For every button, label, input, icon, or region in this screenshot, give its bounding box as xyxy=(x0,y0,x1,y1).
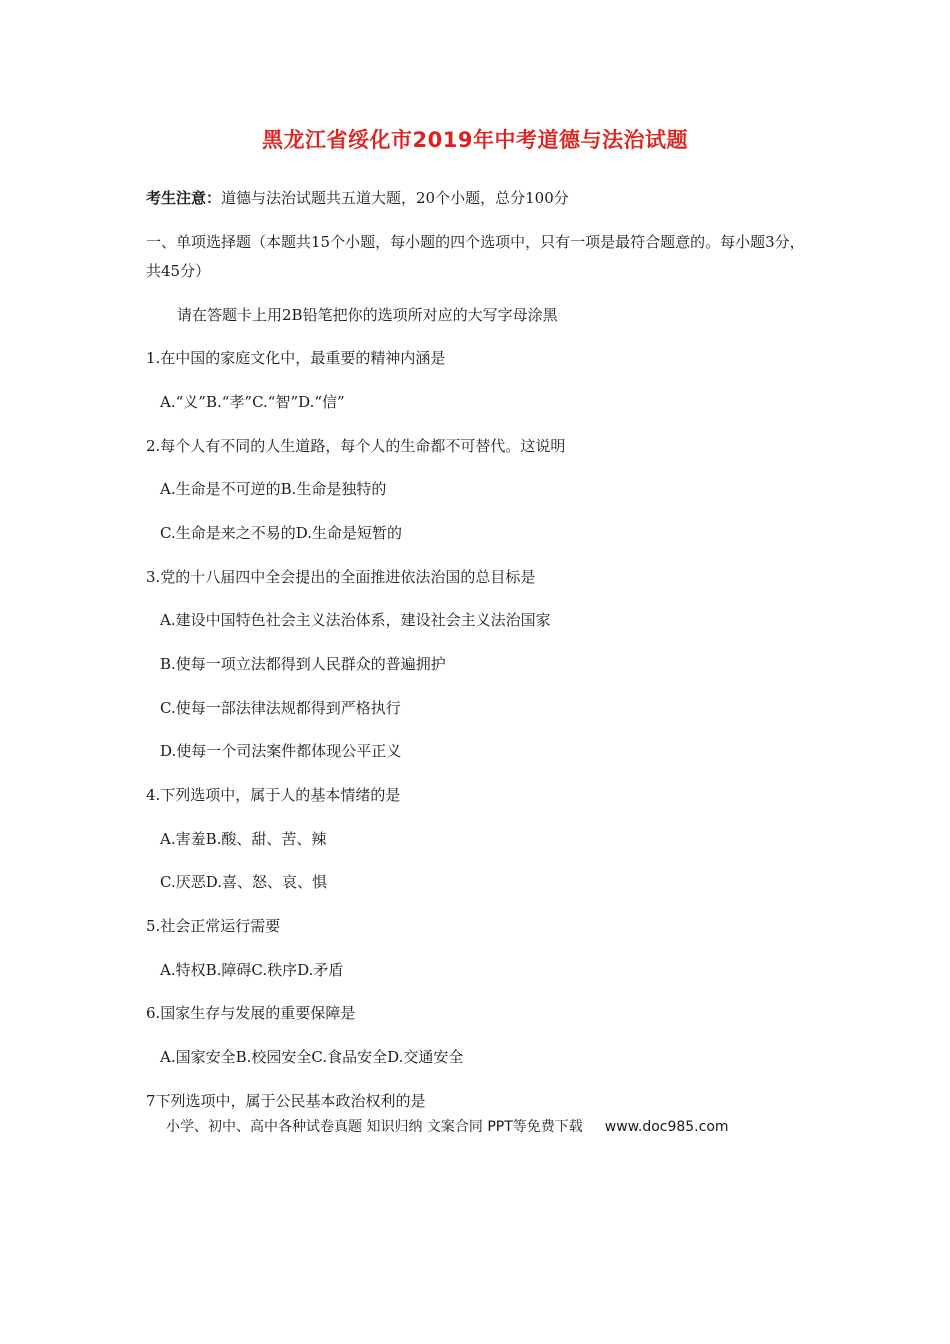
question-options: C.生命是来之不易的D.生命是短暂的 xyxy=(160,524,402,542)
question-stem: 4.下列选项中，属于人的基本情绪的是 xyxy=(146,786,401,804)
question-options: B.使每一项立法都得到人民群众的普遍拥护 xyxy=(160,655,446,673)
notice-line xyxy=(146,187,569,209)
question-options: A.害羞B.酸、甜、苦、辣 xyxy=(160,830,327,848)
footer-link[interactable]: www.doc985.com xyxy=(604,1119,729,1135)
footer-text: 小学、初中、高中各种试卷真题 知识归纳 文案合同 PPT等免费下载 xyxy=(166,1119,583,1135)
question-options: A.国家安全B.校园安全C.食品安全D.交通安全 xyxy=(160,1048,464,1066)
question-stem: 2.每个人有不同的人生道路，每个人的生命都不可替代。这说明 xyxy=(146,437,566,455)
notice-label: 考生注意： xyxy=(146,189,222,207)
question-options: A.“义”B.“孝”C.“智”D.“信” xyxy=(160,393,345,411)
question-options: C.使每一部法律法规都得到严格执行 xyxy=(160,699,401,717)
question-options: A.特权B.障碍C.秩序D.矛盾 xyxy=(160,961,344,979)
question-stem: 5.社会正常运行需要 xyxy=(146,917,281,935)
question-options: D.使每一个司法案件都体现公平正义 xyxy=(160,742,402,760)
question-stem: 6.国家生存与发展的重要保障是 xyxy=(146,1004,356,1022)
question-options: A.建设中国特色社会主义法治体系，建设社会主义法治国家 xyxy=(160,611,551,629)
question-options: C.厌恶D.喜、怒、哀、惧 xyxy=(160,873,327,891)
page-footer xyxy=(166,1116,729,1136)
question-stem: 1.在中国的家庭文化中，最重要的精神内涵是 xyxy=(146,349,446,367)
notice-text: 道德与法治试题共五道大题，20个小题，总分100分 xyxy=(221,189,569,207)
question-options: A.生命是不可逆的B.生命是独特的 xyxy=(160,480,387,498)
question-stem: 3.党的十八届四中全会提出的全面推进依法治国的总目标是 xyxy=(146,568,536,586)
document-title: 黑龙江省绥化市2019年中考道德与法治试题 xyxy=(262,128,688,152)
question-stem: 7下列选项中，属于公民基本政治权利的是 xyxy=(146,1092,426,1110)
answer-instruction: 请在答题卡上用2B铅笔把你的选项所对应的大写字母涂黑 xyxy=(177,306,558,324)
section-heading: 一、单项选择题（本题共15个小题，每小题的四个选项中，只有一项是最符合题意的。每小题3分，共45分） xyxy=(146,233,805,280)
